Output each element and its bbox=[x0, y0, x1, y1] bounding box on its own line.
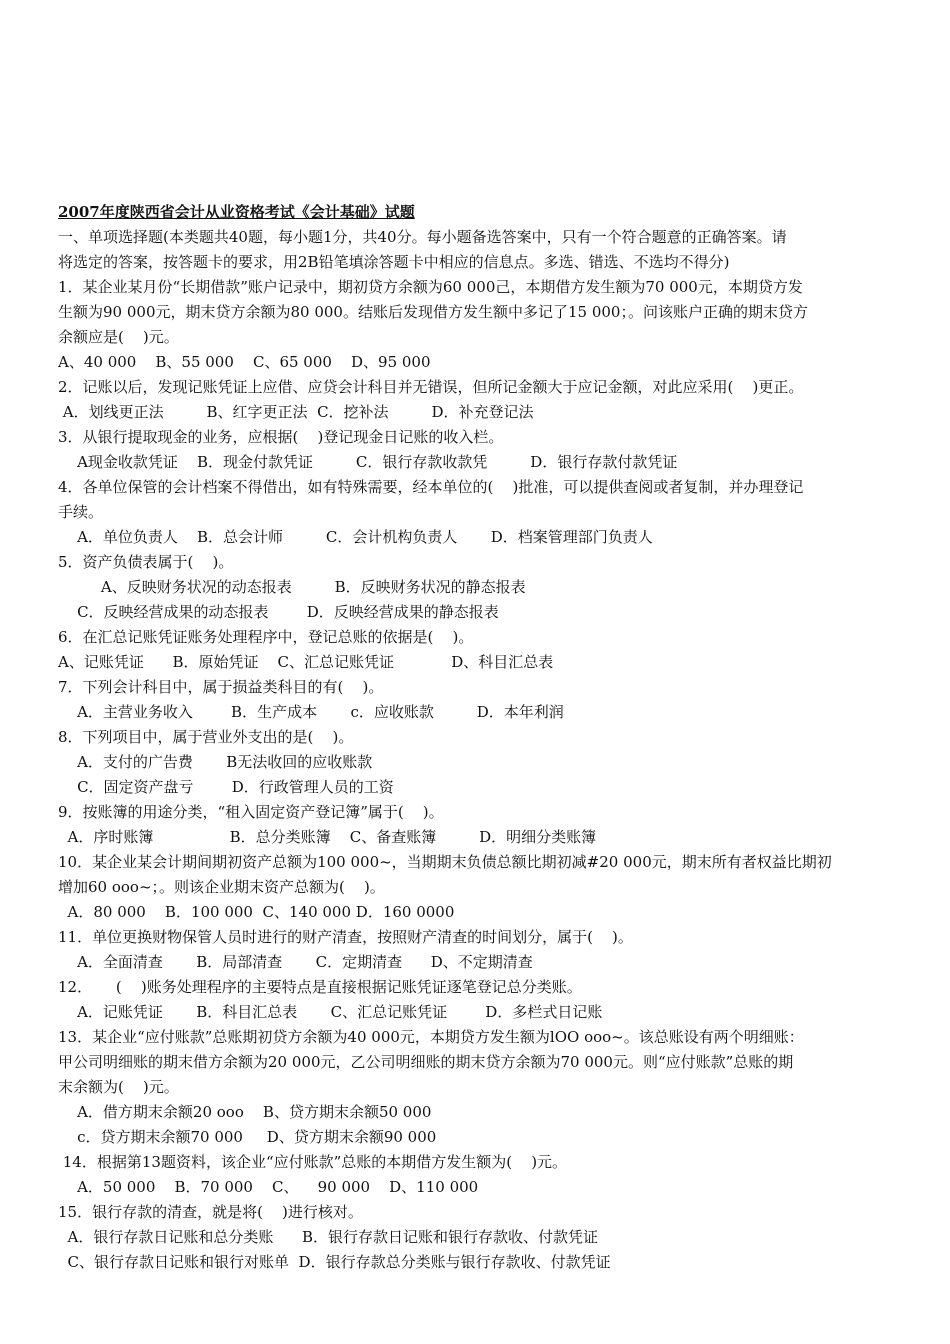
text-line: 4．各单位保管的会计档案不得借出，如有特殊需要，经本单位的( )批准，可以提供查阅或者复制，并办理登记 bbox=[58, 478, 804, 496]
text-line: A、40 000 B、55 000 C、65 000 D、95 000 bbox=[58, 353, 431, 371]
text-line: A．支付的广告费 B无法收回的应收账款 bbox=[58, 753, 373, 771]
text-line: 3．从银行提取现金的业务，应根据( )登记现金日记账的收入栏。 bbox=[58, 428, 504, 446]
text-line: A现金收款凭证 B．现金付款凭证 C．银行存款收款凭 D．银行存款付款凭证 bbox=[58, 453, 678, 471]
text-line: 增加60 ooo~；。则该企业期末资产总额为( )。 bbox=[58, 878, 385, 896]
text-line: 1．某企业某月份“长期借款”账户记录中，期初贷方余额为60 000己，本期借方发生额为70 000元，本期贷方发 bbox=[58, 278, 803, 296]
text-line: 余额应是( )元。 bbox=[58, 328, 179, 346]
text-line: A．记账凭证 B．科目汇总表 C、汇总记账凭证 D．多栏式日记账 bbox=[58, 1003, 603, 1021]
text-line: A．序时账簿 B．总分类账簿 C、备查账簿 D．明细分类账簿 bbox=[58, 828, 597, 846]
text-line: 将选定的答案，按答题卡的要求，用2B铅笔填涂答题卡中相应的信息点。多选、错选、不选均不得分) bbox=[58, 253, 730, 271]
document-title: 2007年度陕西省会计从业资格考试《会计基础》试题 bbox=[58, 203, 415, 221]
text-line: 8．下列项目中，属于营业外支出的是( )。 bbox=[58, 728, 354, 746]
text-line: A．银行存款日记账和总分类账 B．银行存款日记账和银行存款收、付款凭证 bbox=[58, 1228, 599, 1246]
text-line: A．单位负责人 B．总会计师 C．会计机构负责人 D．档案管理部门负责人 bbox=[58, 528, 653, 546]
text-line: A、反映财务状况的动态报表 B．反映财务状况的静态报表 bbox=[58, 578, 526, 596]
text-line: 生额为90 000元，期末贷方余额为80 000。结账后发现借方发生额中多记了15 000；。问该账户正确的期末贷方 bbox=[58, 303, 808, 321]
text-line: 末余额为( )元。 bbox=[58, 1078, 179, 1096]
text-line: 一、单项选择题(本类题共40题，每小题1分，共40分。每小题备选答案中，只有一个符合题意的正确答案。请 bbox=[58, 228, 787, 246]
text-line: 10．某企业某会计期间期初资产总额为100 000~，当期期末负债总额比期初减#20 000元，期末所有者权益比期初 bbox=[58, 853, 832, 871]
text-line: A．50 000 B．70 000 C、 90 000 D、110 000 bbox=[58, 1178, 479, 1196]
document-body bbox=[58, 225, 898, 1275]
text-line: 7．下列会计科目中，属于损益类科目的有( )。 bbox=[58, 678, 384, 696]
text-line: A．划线更正法 B、红字更正法 C．挖补法 D．补充登记法 bbox=[58, 403, 534, 421]
document-page bbox=[58, 200, 898, 1275]
text-line: 6．在汇总记账凭证账务处理程序中，登记总账的依据是( )。 bbox=[58, 628, 474, 646]
text-line: 2．记账以后，发现记账凭证上应借、应贷会计科目并无错误，但所记金额大于应记金额，对此应采用( )更正。 bbox=[58, 378, 804, 396]
text-line: A．主营业务收入 B．生产成本 c．应收账款 D．本年利润 bbox=[58, 703, 564, 721]
text-line: 15．银行存款的清查，就是将( )进行核对。 bbox=[58, 1203, 363, 1221]
text-line: 手续。 bbox=[58, 503, 104, 521]
text-line: 9．按账簿的用途分类，“租入固定资产登记簿”属于( )。 bbox=[58, 803, 444, 821]
text-line: A、记账凭证 B．原始凭证 C、汇总记账凭证 D、科目汇总表 bbox=[58, 653, 554, 671]
text-line: A．80 000 B．100 000 C、140 000 D．160 0000 bbox=[58, 903, 455, 921]
text-line: c．贷方期末余额70 000 D、贷方期末余额90 000 bbox=[58, 1128, 437, 1146]
text-line: 14．根据第13题资料，该企业“应付账款”总账的本期借方发生额为( )元。 bbox=[58, 1153, 568, 1171]
text-line: C．反映经营成果的动态报表 D．反映经营成果的静态报表 bbox=[58, 603, 499, 621]
text-line: A．全面清查 B．局部清查 C．定期清查 D、不定期清查 bbox=[58, 953, 533, 971]
text-line: A．借方期末余额20 ooo B、贷方期末余额50 000 bbox=[58, 1103, 432, 1121]
text-line: C、银行存款日记账和银行对账单 D．银行存款总分类账与银行存款收、付款凭证 bbox=[58, 1253, 611, 1271]
text-line: 甲公司明细账的期末借方余额为20 000元，乙公司明细账的期末贷方余额为70 000元。则“应付账款”总账的期 bbox=[58, 1053, 794, 1071]
text-line: C．固定资产盘亏 D．行政管理人员的工资 bbox=[58, 778, 394, 796]
text-line: 12． ( )账务处理程序的主要特点是直接根据记账凭证逐笔登记总分类账。 bbox=[58, 978, 582, 996]
text-line: 5．资产负债表属于( )。 bbox=[58, 553, 234, 571]
text-line: 13．某企业“应付账款”总账期初贷方余额为40 000元，本期贷方发生额为lOO ooo~。该总账设有两个明细账： bbox=[58, 1028, 804, 1046]
text-line: 11．单位更换财物保管人员时进行的财产清查，按照财产清查的时间划分，属于( )。 bbox=[58, 928, 633, 946]
